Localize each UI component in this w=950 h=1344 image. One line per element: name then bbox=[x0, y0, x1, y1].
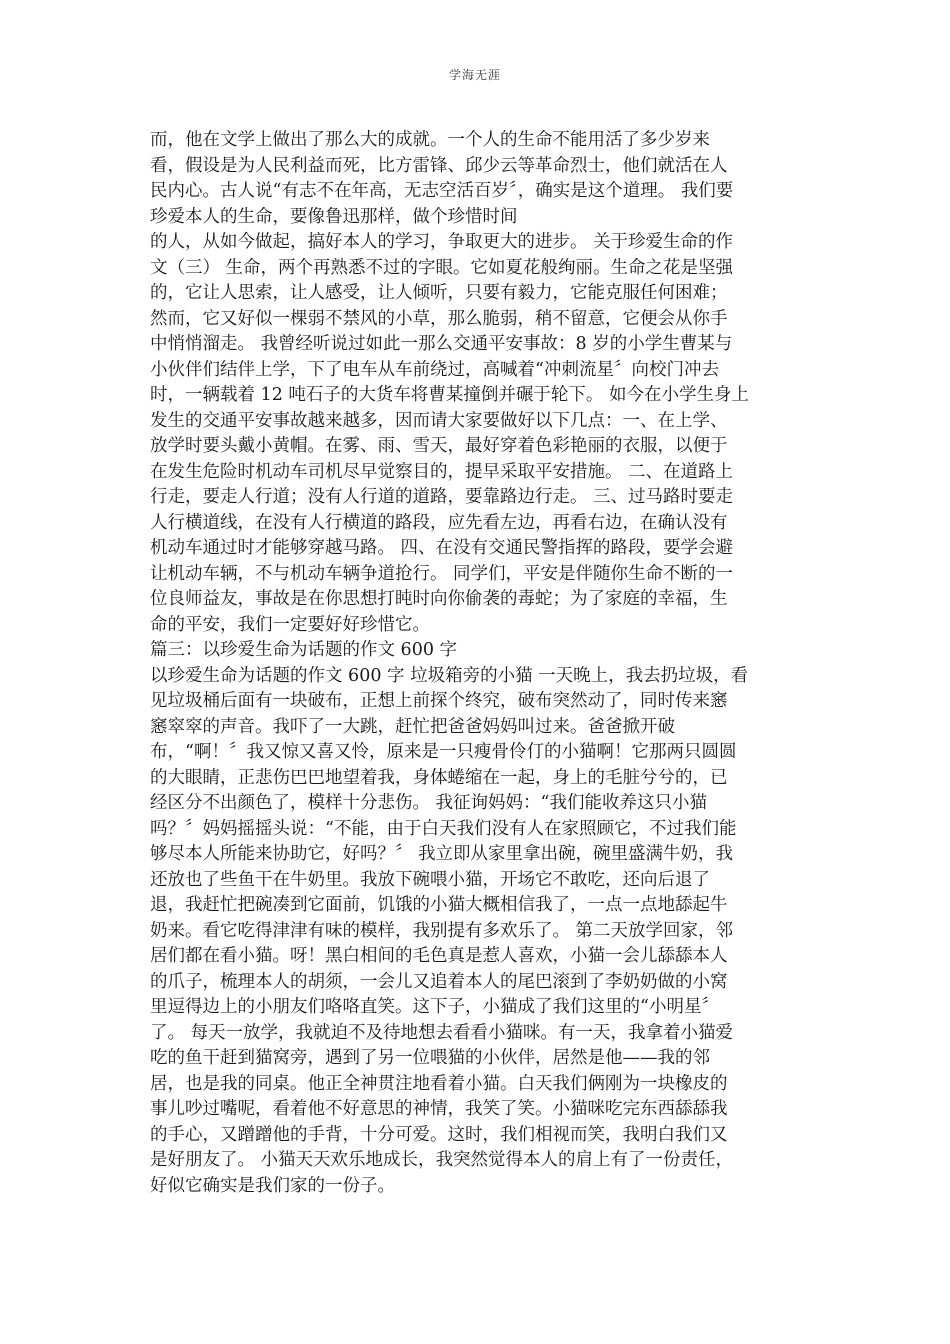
text-line: 的人，从如今做起，搞好本人的学习，争取更大的进步。 关于珍爱生命的作 bbox=[150, 232, 734, 252]
text-line: 让机动车辆，不与机动车辆争道抢行。 同学们，平安是伴随你生命不断的一 bbox=[150, 563, 734, 584]
text-line: 的大眼睛，正悲伤巴巴地望着我，身体蜷缩在一起，身上的毛脏兮兮的，已 bbox=[150, 767, 728, 788]
text-line: 在发生危险时机动车司机尽早觉察目的，提早采取平安措施。 二、在道路上 bbox=[150, 461, 734, 482]
document-body bbox=[150, 128, 802, 1199]
text-line: 而，他在文学上做出了那么大的成就。一个人的生命不能用活了多少岁来 bbox=[150, 130, 710, 150]
text-line: 以珍爱生命为话题的作文 600 字 垃圾箱旁的小猫 一天晚上，我去扔垃圾，看 bbox=[150, 665, 749, 686]
text-line: 中悄悄溜走。 我曾经听说过如此一那么交通平安事故：8 岁的小学生曹某与 bbox=[150, 334, 733, 354]
text-line: 的，它让人思索，让人感受，让人倾听，只要有毅力，它能克服任何困难； bbox=[150, 283, 728, 303]
text-line: 行走，要走人行道；没有人行道的道路，要靠路边行走。 三、过马路时要走 bbox=[150, 487, 734, 507]
text-line: 时，一辆载着 12 吨石子的大货车将曹某撞倒并碾于轮下。 如今在小学生身上 bbox=[150, 385, 749, 405]
text-line: 退，我赶忙把碗凑到它面前，饥饿的小猫大概相信我了，一点一点地舔起牛 bbox=[150, 895, 728, 915]
text-line: 看，假设是为人民利益而死，比方雷锋、邱少云等革命烈士，他们就活在人 bbox=[150, 155, 728, 176]
text-line: 的手心，又蹭蹭他的手背，十分可爱。这时，我们相视而笑，我明白我们又 bbox=[150, 1124, 728, 1145]
page-header: 学海无涯 bbox=[448, 68, 501, 82]
text-line: 是好朋友了。 小猫天天欢乐地成长，我突然觉得本人的肩上有了一份责任， bbox=[150, 1150, 734, 1170]
text-line: 发生的交通平安事故越来越多，因而请大家要做好以下几点：一、在上学、 bbox=[150, 410, 728, 431]
text-line: 然而，它又好似一棵弱不禁风的小草，那么脆弱，稍不留意，它便会从你手 bbox=[150, 308, 728, 329]
text-line: 还放也了些鱼干在牛奶里。我放下碗喂小猫，开场它不敢吃，还向后退了 bbox=[150, 869, 710, 890]
text-line: 事儿吵过嘴呢，看着他不好意思的神情，我笑了笑。小猫咪吃完东西舔舔我 bbox=[150, 1099, 728, 1119]
text-line: 位良师益友，事故是在你思想打盹时向你偷袭的毒蛇；为了家庭的幸福，生 bbox=[150, 589, 728, 609]
text-line: 窸窣窣的声音。我吓了一大跳，赶忙把爸爸妈妈叫过来。爸爸掀开破 bbox=[150, 716, 675, 737]
text-line: 珍爱本人的生命，要像鲁迅那样，做个珍惜时间 bbox=[150, 206, 518, 227]
text-line: 居们都在看小猫。呀！黑白相间的毛色真是惹人喜欢，小猫一会儿舔舔本人 bbox=[150, 946, 728, 966]
text-line: 放学时要头戴小黄帽。在雾、雨、雪天，最好穿着色彩艳丽的衣服，以便于 bbox=[150, 436, 728, 456]
text-line: 的爪子，梳理本人的胡须，一会儿又追着本人的尾巴滚到了李奶奶做的小窝 bbox=[150, 971, 728, 992]
text-line: 了。 每天一放学，我就迫不及待地想去看看小猫咪。有一天，我拿着小猫爱 bbox=[150, 1022, 734, 1043]
text-line: 够尽本人所能来协助它，好吗？〞 我立即从家里拿出碗，碗里盛满牛奶，我 bbox=[150, 844, 734, 864]
text-line: 吗？〞妈妈摇摇头说：“不能，由于白天我们没有人在家照顾它，不过我们能 bbox=[150, 818, 737, 839]
text-line: 经区分不出颜色了，模样十分悲伤。 我征询妈妈：“我们能收养这只小猫 bbox=[150, 793, 708, 813]
text-line: 文（三） 生命，两个再熟悉不过的字眼。它如夏花般绚丽。生命之花是坚强 bbox=[150, 257, 734, 278]
text-line: 命的平安，我们一定要好好珍惜它。 bbox=[150, 614, 430, 635]
text-line: 人行横道线，在没有人行横道的路段，应先看左边，再看右边，在确认没有 bbox=[150, 512, 728, 533]
text-line: 奶来。看它吃得津津有味的模样，我别提有多欢乐了。 第二天放学回家，邻 bbox=[150, 920, 734, 941]
text-line: 好似它确实是我们家的一份子。 bbox=[150, 1175, 395, 1196]
text-line: 布，“啊！〞我又惊又喜又怜，原来是一只瘦骨伶仃的小猫啊！它那两只圆圆 bbox=[150, 742, 737, 762]
text-line: 吃的鱼干赶到猫窝旁，遇到了另一位喂猫的小伙伴，居然是他——我的邻 bbox=[150, 1048, 710, 1068]
text-line: 机动车通过时才能够穿越马路。 四、在没有交通民警指挥的路段，要学会避 bbox=[150, 538, 734, 558]
text-line: 见垃圾桶后面有一块破布，正想上前探个终究，破布突然动了，同时传来窸 bbox=[150, 691, 728, 711]
text-line: 里逗得边上的小朋友们咯咯直笑。这下子，小猫成了我们这里的“小明星〞 bbox=[150, 997, 719, 1017]
text-line: 小伙伴们结伴上学，下了电车从车前绕过，高喊着“冲刺流星〞向校门冲去 bbox=[150, 359, 719, 380]
text-line: 居，也是我的同桌。他正全神贯注地看着小猫。白天我们俩刚为一块橡皮的 bbox=[150, 1073, 728, 1094]
text-line: 民内心。古人说“有志不在年高，无志空活百岁〞，确实是这个道理。 我们要 bbox=[150, 181, 734, 201]
section-heading: 篇三：以珍爱生命为话题的作文 600 字 bbox=[150, 640, 458, 660]
